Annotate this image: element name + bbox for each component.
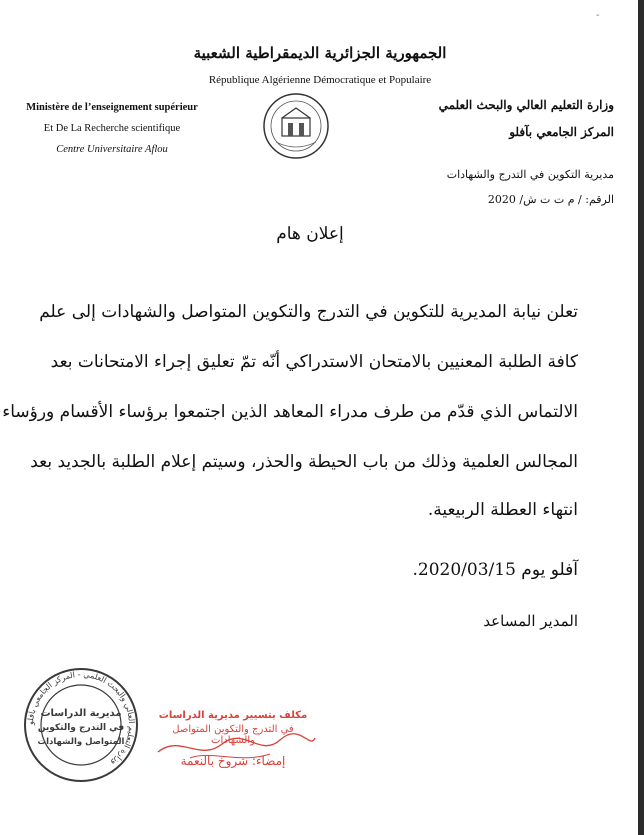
stamp-line-2: في التدرج والتكوين (37, 723, 125, 733)
notice-line-4: المجالس العلمية وذلك من باب الحيطة والحذر، وسيتم إعلام الطلبة بالجديد بعد (30, 452, 578, 472)
signature-line-2: في التدرج والتكوين المتواصل والشهادات (172, 724, 294, 746)
signature-line-3: إمضاء: شروخ بالنعمة (180, 754, 286, 768)
reference-number: الرقم: / م ت ت ش/ 2020 (487, 193, 614, 206)
stamp-line-3: المتواصل والشهادات (37, 737, 125, 747)
corner-mark: - (596, 10, 600, 21)
ministry-french-line-2: Et De La Recherche scientifique (43, 123, 181, 134)
republic-title-arabic: الجمهورية الجزائرية الديمقراطية الشعبية (193, 44, 447, 62)
handwritten-signature (150, 728, 320, 768)
notice-line-2: كافة الطلبة المعنيين بالامتحان الاستدراكي أنّه تمّ تعليق إجراء الامتحانات بعد (50, 352, 578, 372)
official-stamp (22, 666, 140, 784)
ministry-arabic: وزارة التعليم العالي والبحث العلمي (438, 98, 614, 112)
notice-line-3: الالتماس الذي قدّم من طرف مدراء المعاهد الذين اجتمعوا برؤساء الأقسام ورؤساء (2, 402, 578, 422)
notice-title: إعلان هام (276, 224, 344, 244)
stamp-line-1: مديرية الدراسات (40, 708, 122, 719)
university-emblem (262, 92, 330, 160)
centre-french: Centre Universitaire Aflou (56, 144, 168, 155)
page-edge (638, 0, 644, 835)
centre-arabic: المركز الجامعي بآفلو (509, 125, 614, 139)
date-line: آفلو يوم 2020/03/15. (412, 560, 578, 580)
ministry-french-line-1: Ministère de l’enseignement supérieur (26, 102, 198, 113)
directorate-arabic: مديرية التكوين في التدرج والشهادات (446, 168, 614, 181)
stamp-ring-text: وزارة التعليم العالي والبحث العلمي - المركز الجامعي بآفلو (25, 669, 137, 768)
signature-line-1: مكلف بتسيير مديرية الدراسات (158, 710, 308, 721)
notice-line-1: تعلن نيابة المديرية للتكوين في التدرج والتكوين المتواصل والشهادات إلى علم (39, 302, 578, 322)
notice-line-5: انتهاء العطلة الربيعية. (427, 500, 578, 520)
republic-title-french: République Algérienne Démocratique et Populaire (208, 74, 432, 86)
signatory-title: المدير المساعد (483, 612, 578, 630)
